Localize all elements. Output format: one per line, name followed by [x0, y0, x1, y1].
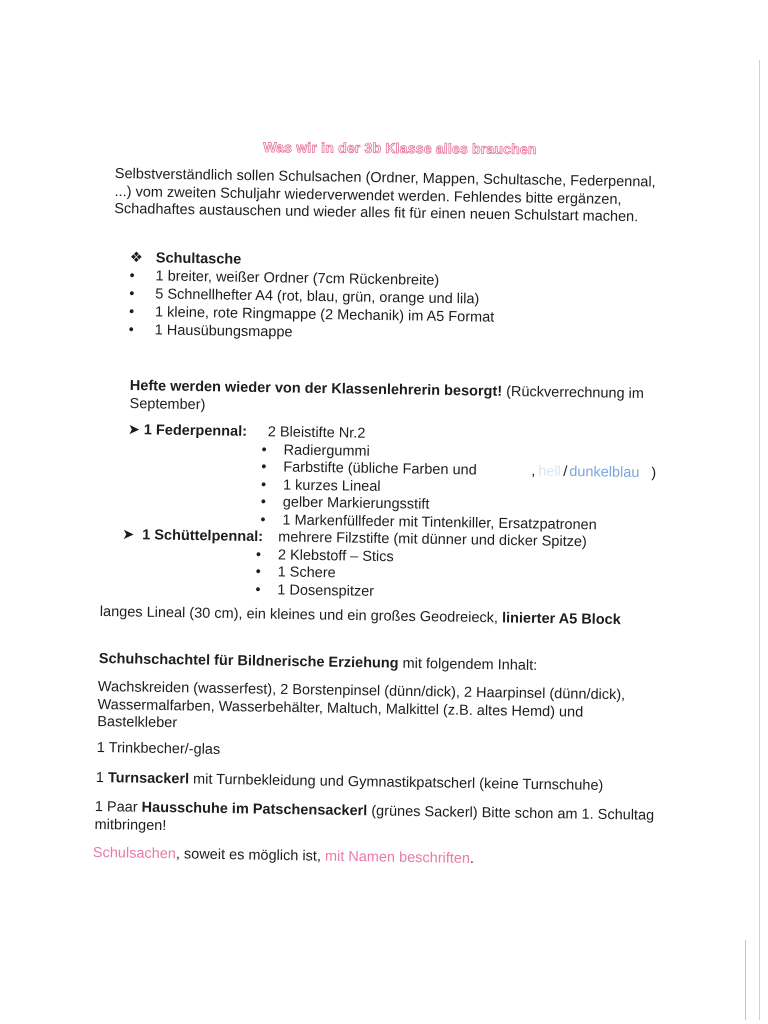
farb-sep: / — [563, 463, 568, 480]
turn-paragraph — [96, 770, 656, 796]
dot-bullet-icon: • — [260, 476, 267, 493]
schuettelpennal-label: 1 Schüttelpennal: — [142, 527, 264, 546]
schultasche-heading: Schultasche — [155, 250, 242, 268]
federpennal-label: 1 Federpennal: — [143, 422, 248, 440]
pennal-section — [122, 422, 688, 606]
hefte-bold: Hefte werden wieder von der Klassenlehrerin besorgt! — [129, 378, 503, 400]
federpennal-first: 2 Bleistifte Nr.2 — [267, 424, 366, 442]
namen-d: . — [469, 850, 475, 867]
dot-bullet-icon: • — [129, 267, 135, 285]
trink-paragraph: 1 Trinkbecher/-glas — [96, 740, 221, 758]
diamond-bullet-icon: ❖ — [129, 249, 143, 267]
list-item-text: Farbstifte (übliche Farben und — [283, 459, 477, 479]
dot-bullet-icon: • — [255, 581, 261, 598]
list-item-text: 1 Hausübungsmappe — [154, 322, 293, 341]
list-item-text: 1 Dosenspitzer — [277, 581, 375, 600]
list-item-text: Radiergummi — [283, 441, 370, 460]
list-item-text: gelber Markierungsstift — [282, 494, 430, 513]
namen-b: , soweit es möglich ist, — [175, 846, 326, 865]
namen-a: Schulsachen — [92, 845, 177, 863]
dot-bullet-icon: • — [255, 546, 262, 563]
farb-close: ) — [651, 465, 657, 482]
list-item-text: 2 Klebstoff – Stics — [277, 546, 394, 565]
list-item-text: 1 kurzes Lineal — [282, 476, 381, 495]
dot-bullet-icon: • — [260, 494, 266, 511]
intro-paragraph: Selbstverständlich sollen Schulsachen (Ordner, Mappen, Schultasche, Federpennal, ...) vom zweiten Schuljahr wiederverwendet werden. Fehlendes bitte ergänzen, Schadhaftes austauschen und wieder alles fit für einen neuen Schulstart machen. — [114, 166, 656, 226]
haus-bold: Hausschuhe im Patschensackerl — [141, 799, 368, 820]
namen-c: mit Namen beschriften — [324, 848, 471, 867]
hefte-paragraph — [129, 378, 669, 421]
haus-paragraph — [94, 799, 654, 843]
schuh-bold: Schuhschachtel für Bildnerische Erziehung — [98, 651, 399, 672]
schuh-paragraph — [99, 651, 659, 677]
dot-bullet-icon: • — [260, 511, 266, 528]
list-item-text: 5 Schnellhefter A4 (rot, blau, grün, orange und lila) — [155, 286, 480, 308]
schuh-rest: mit folgendem Inhalt: — [398, 655, 538, 674]
lineal-text: langes Lineal (30 cm), ein kleines und ein großes Geodreieck, — [99, 604, 503, 627]
arrow-bullet-icon: ➤ — [122, 526, 135, 544]
dot-bullet-icon: • — [255, 564, 261, 581]
list-item-text: 1 Markenfüllfeder mit Tintenkiller, Ersatzpatronen — [282, 511, 597, 533]
turn-bold: Turnsackerl — [107, 770, 190, 788]
dot-bullet-icon: • — [128, 303, 135, 321]
lineal-bold: linierter A5 Block — [501, 610, 621, 629]
hefte-rest: (Rückverrechnung im September) — [129, 383, 645, 413]
wachs-paragraph: Wachskreiden (wasserfest), 2 Borstenpinsel (dünn/dick), 2 Haarpinsel (dünn/dick), Wassermalfarben, Wasserbehälter, Maltuch, Malkittel (z.B. altes Hemd) und Bastelkleber — [97, 679, 626, 732]
dot-bullet-icon: • — [128, 321, 134, 339]
dot-bullet-icon: • — [261, 459, 267, 476]
namen-paragraph — [93, 845, 653, 871]
page-title: Was wir in der 3b Klasse alles brauchen — [263, 139, 537, 157]
list-item-text: 1 Schere — [277, 564, 336, 582]
lineal-paragraph — [100, 604, 660, 630]
list-item-text: 1 breiter, weißer Ordner (7cm Rückenbreite) — [155, 268, 440, 289]
haus-pre: 1 Paar — [94, 799, 142, 816]
farb-dunkel: dunkelblau — [569, 463, 640, 482]
page-edge-line — [759, 60, 760, 1020]
arrow-bullet-icon: ➤ — [127, 422, 141, 439]
page-edge-line — [745, 940, 746, 1020]
turn-rest: mit Turnbekleidung und Gymnastikpatscherl (keine Turnschuhe) — [188, 771, 604, 794]
dot-bullet-icon: • — [261, 441, 267, 458]
haus-rest: (grünes Sackerl) Bitte schon am 1. Schultag mitbringen! — [94, 803, 655, 834]
dot-bullet-icon: • — [129, 285, 135, 303]
farb-comma: , — [531, 463, 536, 480]
schuettelpennal-first: mehrere Filzstifte (mit dünner und dicker Spitze) — [278, 529, 587, 551]
list-item-text: 1 kleine, rote Ringmappe (2 Mechanik) im A5 Format — [154, 304, 495, 326]
turn-pre: 1 — [95, 770, 109, 787]
schultasche-list — [129, 249, 496, 345]
farb-hell: hell — [538, 463, 561, 480]
